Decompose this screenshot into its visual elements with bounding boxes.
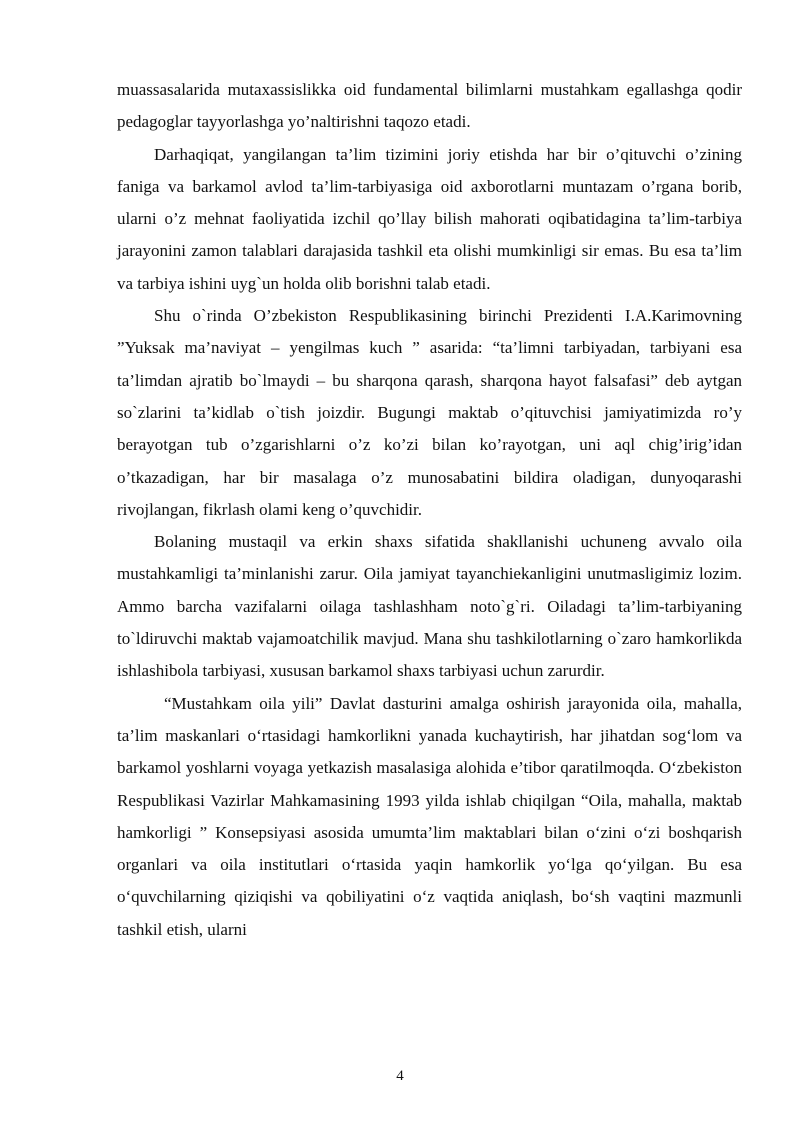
paragraph-darhaqiqat: Darhaqiqat, yangilangan ta’lim tizimini joriy etishda har bir o’qituvchi o’zining faniga va barkamol avlod ta’lim-tarbiyasiga oid axborotlarni muntazam o’rgana borib, ularni o’z mehnat faoliyatida izchil qo’llay bilish mahorati oqibatidagina ta’lim-tarbiya jarayonini zamon talablari darajasida tashkil eta olishi mumkinligi sir emas. Bu esa ta’lim va tarbiya ishini uyg`un holda olib borishni talab etadi. <box>117 144 742 293</box>
paragraph-continuation: muassasalarida mutaxassislikka oid fundamental bilimlarni mustahkam egallashga qodir pedagoglar tayyorlashga yo’naltirishni taqozo etadi. <box>117 80 742 132</box>
paragraph-shu-orinda: Shu o`rinda O’zbekiston Respublikasining birinchi Prezidenti I.A.Karimovning ”Yuksak ma’naviyat – yengilmas kuch ” asarida: “ta’limni tarbiyadan, tarbiyani esa ta’limdan ajratib bo`lmaydi – bu sharqona qarash, sharqona hayot falsafasi” deb aytgan so`zlarini ta’kidlab o`tish joizdir. Bugungi maktab o’qituvchisi jamiyatimizda ro’y berayotgan tub o’zgarishlarni o’z ko’zi bilan ko’rayotgan, uni aql chig’irig’idan o’tkazadigan, har bir masalaga o’z munosabatini bildira oladigan, dunyoqarashi rivojlangan, fikrlash olami keng o’quvchidir. <box>117 306 742 519</box>
page-body <box>117 74 742 946</box>
paragraph-mustahkam-oila: “Mustahkam oila yili” Davlat dasturini amalga oshirish jarayonida oila, mahalla, ta’lim maskanlari o‘rtasidagi hamkorlikni yanada kuchaytirish, har jihatdan sog‘lom va barkamol yoshlarni voyaga yetkazish masalasiga alohida e’tibor qaratilmoqda. O‘zbekiston Respublikasi Vazirlar Mahkamasining 1993 yilda ishlab chiqilgan “Oila, mahalla, maktab hamkorligi ” Konsepsiyasi asosida umumta’lim maktablari bilan o‘zini o‘zi boshqarish organlari va oila institutlari o‘rtasida yaqin hamkorlik yo‘lga qo‘yilgan. Bu esa o‘quvchilarning qiziqishi va qobiliyatini o‘z vaqtida aniqlash, bo‘sh vaqtini mazmunli tashkil etish, ularni <box>117 693 742 939</box>
paragraph-bolaning: Bolaning mustaqil va erkin shaxs sifatida shakllanishi uchuneng avvalo oila mustahkamligi ta’minlanishi zarur. Oila jamiyat tayanchiekanligini unutmasligimiz lozim. Ammo barcha vazifalarni oilaga tashlashham noto`g`ri. Oiladagi ta’lim-tarbiyaning to`ldiruvchi maktab vajamoatchilik mavjud. Mana shu tashkilotlarning o`zaro hamkorlikda ishlashibola tarbiyasi, xususan barkamol shaxs tarbiyasi uchun zarurdir. <box>117 532 742 681</box>
page-number: 4 <box>396 1068 404 1084</box>
